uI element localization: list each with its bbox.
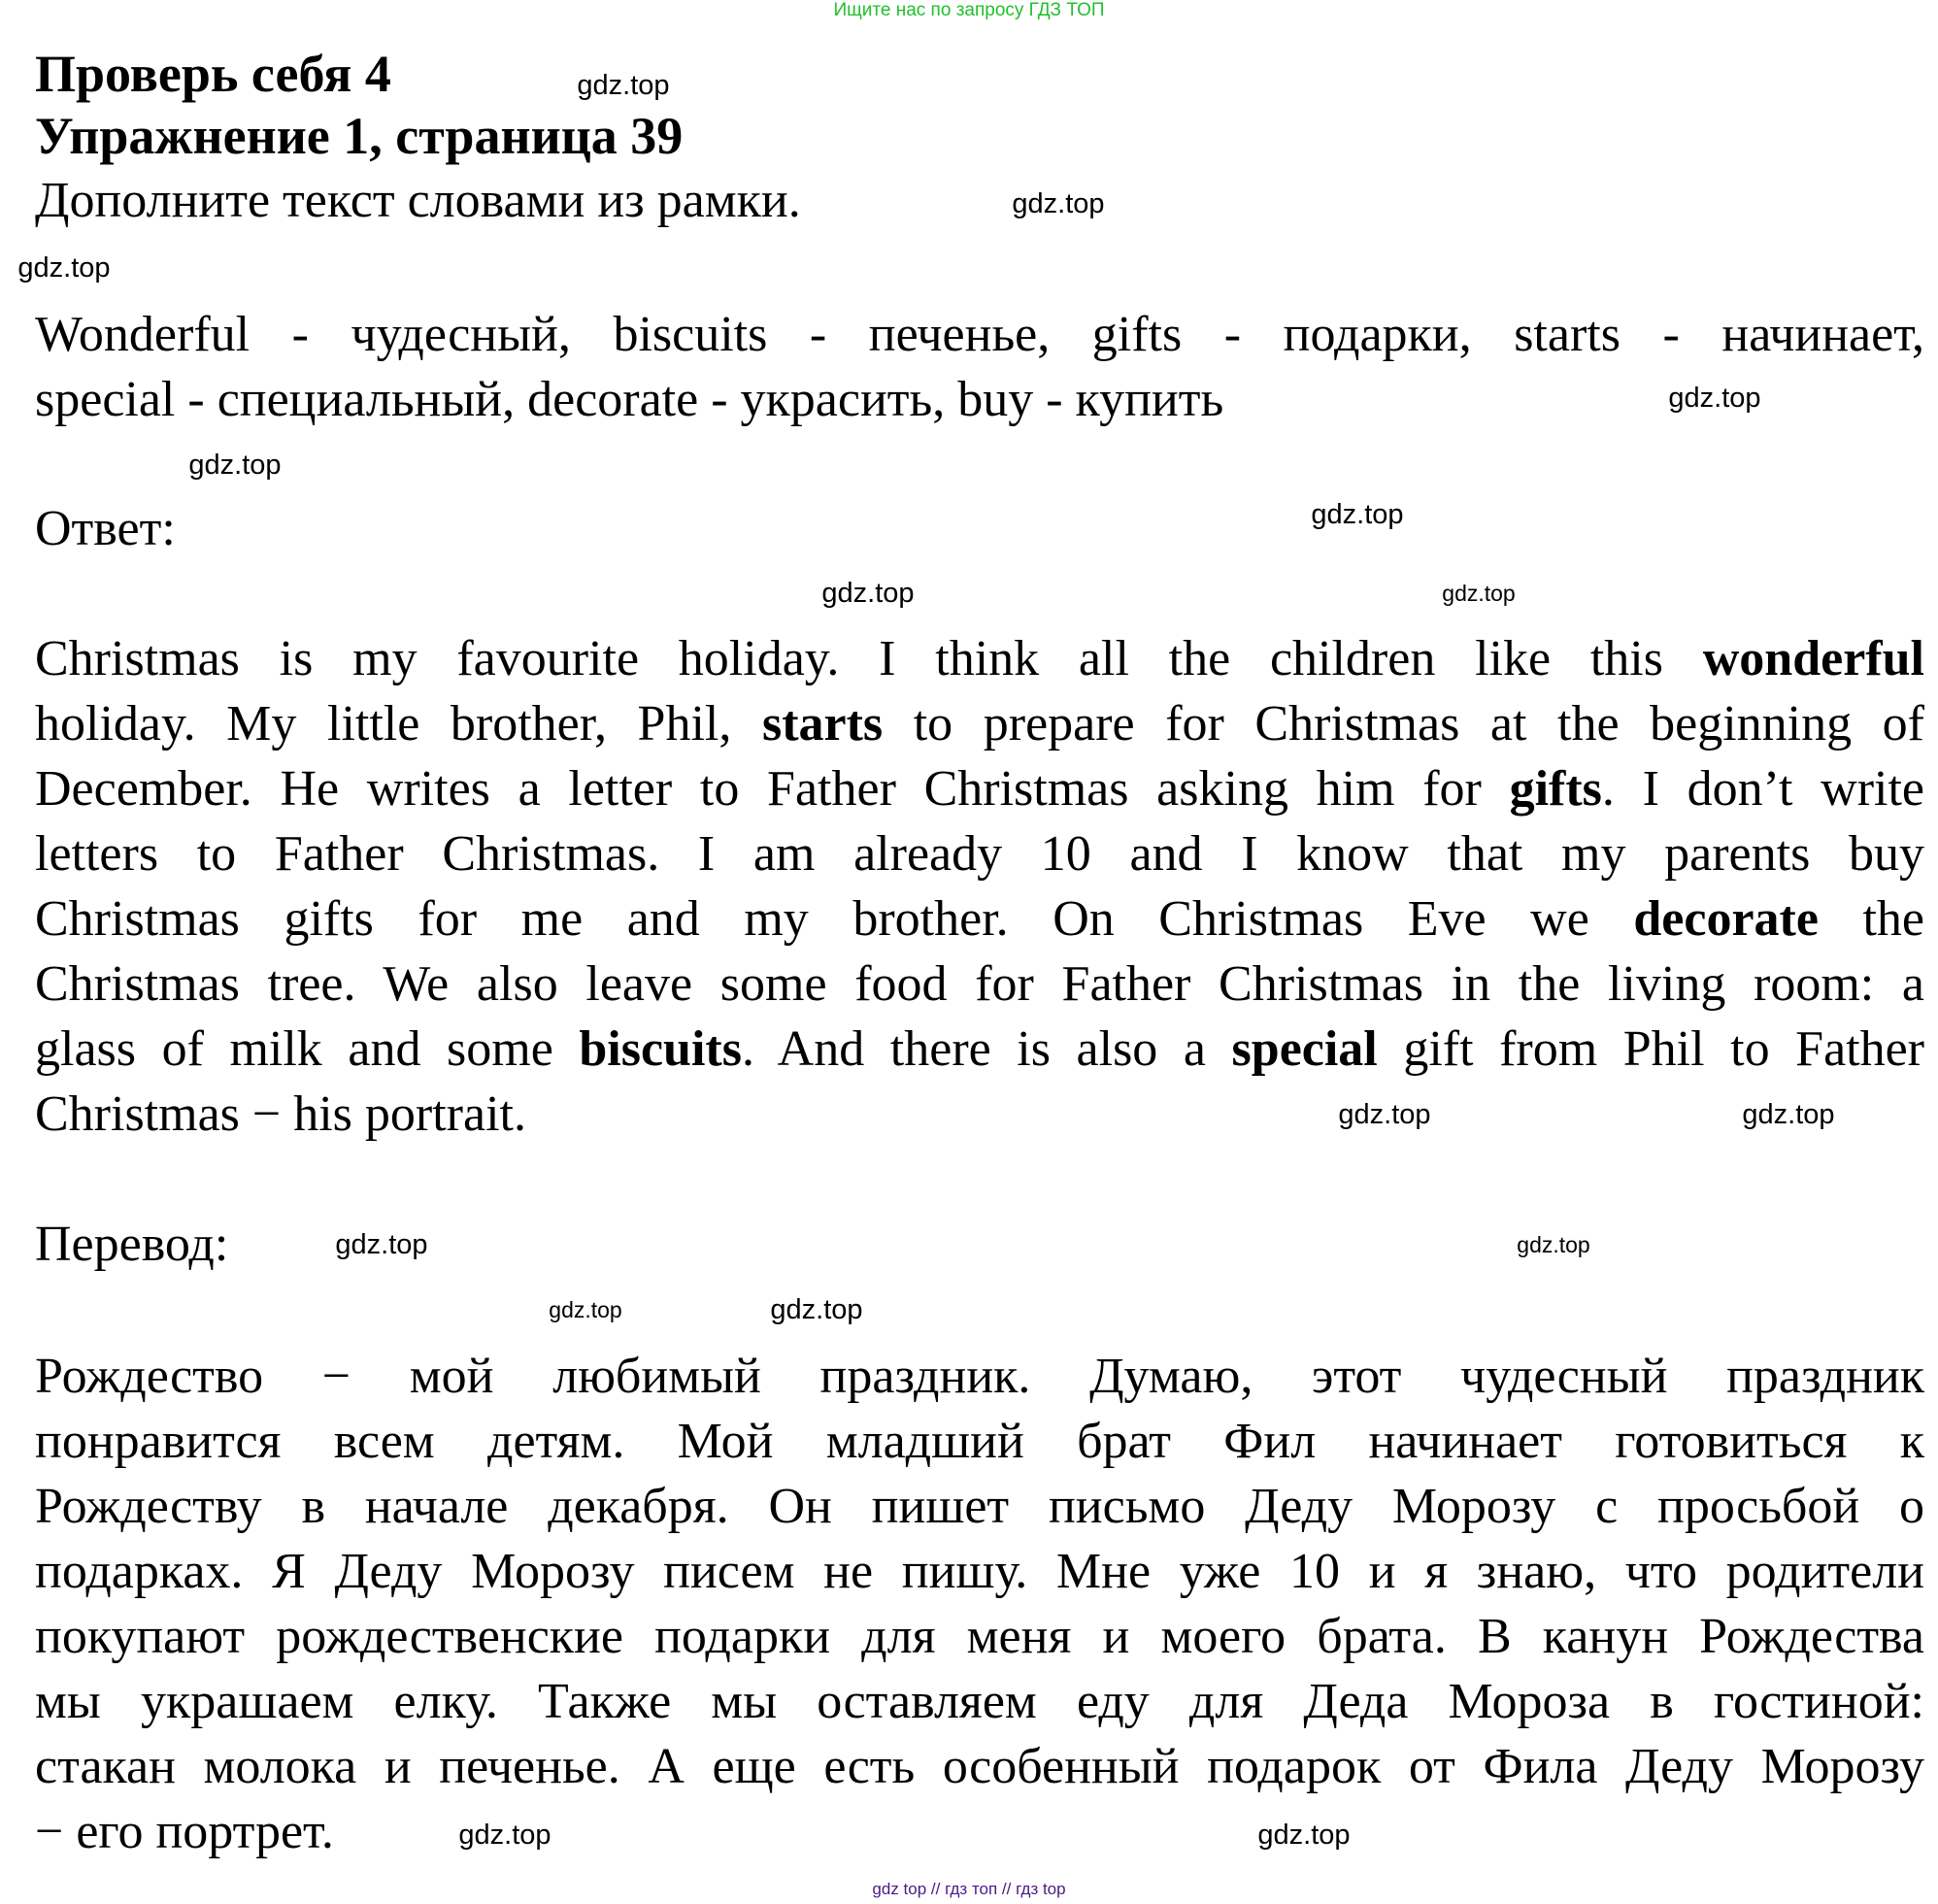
watermark: gdz.top — [821, 578, 915, 609]
text-line — [35, 1344, 1924, 1409]
text-segment: Christmas tree. We also leave some food for Father Christmas in the living room: a — [35, 956, 1924, 1012]
text-segment: special - специальный, decorate - украсить, buy - купить — [35, 372, 1224, 427]
text-segment: Wonderful - чудесный, biscuits - печенье, gifts - подарки, starts - начинает, — [35, 307, 1924, 362]
text-line — [35, 756, 1924, 821]
text-line — [35, 1474, 1924, 1539]
answer-word: wonderful — [1702, 631, 1924, 686]
text-segment: holiday. My little brother, Phil, — [35, 696, 762, 752]
text-segment: Christmas is my favourite holiday. I think all the children like this — [35, 631, 1703, 686]
watermark: gdz.top — [549, 1297, 622, 1322]
text-segment: . I don’t write — [1601, 761, 1924, 817]
text-line — [35, 1799, 334, 1864]
watermark: gdz.top — [1442, 581, 1516, 606]
watermark: gdz.top — [1517, 1232, 1590, 1257]
watermark: gdz.top — [1338, 1099, 1431, 1130]
text-line — [35, 886, 1924, 952]
search-hint-banner: Ищите нас по запросу ГДЗ ТОП — [833, 0, 1105, 20]
text-line — [35, 1409, 1924, 1474]
text-segment: мы украшаем елку. Также мы оставляем еду для Деда Мороза в гостиной: — [35, 1674, 1924, 1729]
text-segment: − его портрет. — [35, 1804, 334, 1859]
text-segment: December. He writes a letter to Father Christmas asking him for — [35, 761, 1510, 817]
text-segment: стакан молока и печенье. А еще есть особенный подарок от Фила Деду Морозу — [35, 1739, 1924, 1794]
text-line — [35, 1669, 1924, 1734]
answer-label: Ответ: — [35, 501, 176, 556]
text-line — [35, 1604, 1924, 1669]
text-segment: понравится всем детям. Мой младший брат Фил начинает готовиться к — [35, 1414, 1924, 1469]
watermark: gdz.top — [458, 1820, 551, 1851]
instruction-text: Дополните текст словами из рамки. — [35, 173, 801, 228]
text-line — [35, 626, 1924, 691]
text-segment: Рождеству в начале декабря. Он пишет письмо Деду Морозу с просьбой о — [35, 1479, 1924, 1534]
text-line — [35, 821, 1924, 886]
watermark: gdz.top — [188, 450, 282, 481]
text-segment: подарках. Я Деду Морозу писем не пишу. Мне уже 10 и я знаю, что родители — [35, 1544, 1924, 1599]
text-line — [35, 1734, 1924, 1799]
text-segment: Christmas − his portrait. — [35, 1086, 526, 1142]
text-line — [35, 952, 1924, 1017]
watermark: gdz.top — [1311, 499, 1404, 530]
page-title: Проверь себя 4 — [35, 45, 391, 103]
watermark: gdz.top — [335, 1229, 428, 1260]
answer-word: starts — [761, 696, 884, 752]
watermark: gdz.top — [17, 252, 111, 284]
text-segment: letters to Father Christmas. I am already 10 and I know that my parents buy — [35, 826, 1924, 882]
text-segment: Christmas gifts for me and my brother. On Christmas Eve we — [35, 891, 1634, 947]
text-segment: . And there is also a — [741, 1021, 1232, 1077]
text-segment: gift from Phil to Father — [1377, 1021, 1924, 1077]
exercise-title: Упражнение 1, страница 39 — [35, 107, 684, 165]
text-line — [35, 1082, 526, 1147]
text-line — [35, 302, 1924, 367]
text-line — [35, 1017, 1924, 1082]
answer-word: special — [1231, 1021, 1378, 1077]
watermark: gdz.top — [577, 70, 670, 101]
answer-word: decorate — [1633, 891, 1819, 947]
text-segment: to prepare for Christmas at the beginning of — [883, 696, 1924, 752]
text-segment: glass of milk and some — [35, 1021, 580, 1077]
translation-label: Перевод: — [35, 1217, 229, 1272]
answer-word: gifts — [1509, 761, 1602, 817]
watermark: gdz.top — [1257, 1820, 1351, 1851]
watermark: gdz.top — [770, 1294, 863, 1325]
text-line — [35, 1539, 1924, 1604]
watermark: gdz.top — [1742, 1099, 1835, 1130]
text-segment: покупают рождественские подарки для меня и моего брата. В канун Рождества — [35, 1609, 1924, 1664]
answer-word: biscuits — [579, 1021, 742, 1077]
text-line — [35, 367, 1223, 432]
watermark: gdz.top — [1668, 383, 1761, 414]
text-line — [35, 691, 1924, 756]
footer-links: gdz top // гдз топ // гдз top — [872, 1880, 1066, 1898]
text-segment: Рождество − мой любимый праздник. Думаю, этот чудесный праздник — [35, 1349, 1924, 1404]
watermark: gdz.top — [1012, 188, 1105, 219]
text-segment: the — [1818, 891, 1925, 947]
